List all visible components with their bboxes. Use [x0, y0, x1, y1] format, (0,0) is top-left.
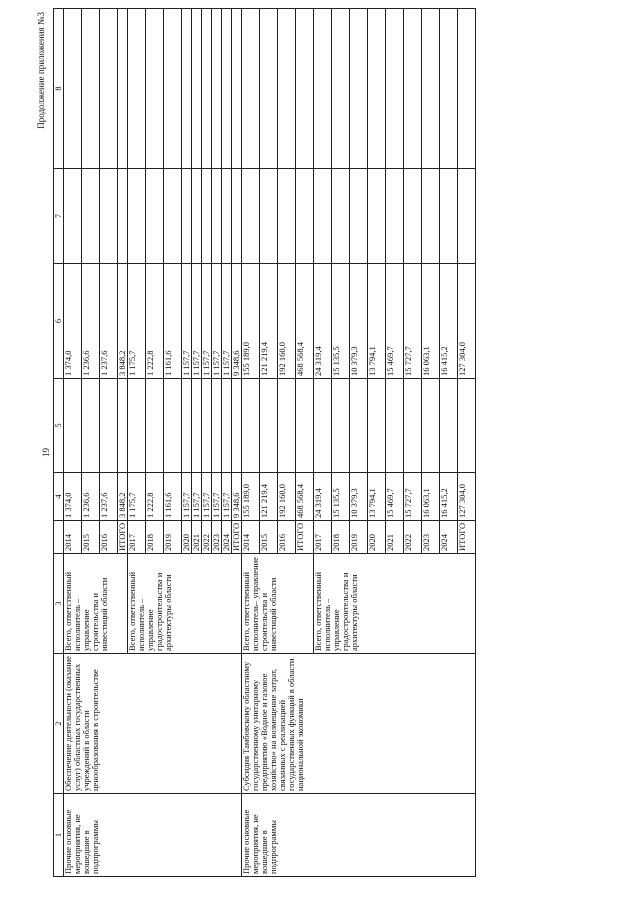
year-cell: 2017: [128, 521, 146, 554]
amount-cell: 1 175,7: [128, 264, 146, 379]
year-cell: 2022: [202, 521, 212, 554]
measure-name: Субсидия Тамбовскому областному государственному унитарному предприятию «Водное и газовое хозяйство» на возмещение затрат, связанных с реализацией государственных функций в области национальной экономики: [242, 654, 476, 794]
column-number-row: [54, 9, 64, 877]
year-cell: 2015: [82, 521, 100, 554]
year-cell: 2021: [386, 521, 404, 554]
column-header: [54, 521, 64, 554]
year-cell: 2014: [64, 521, 82, 554]
year-cell: 2018: [146, 521, 164, 554]
amount-cell: 9 348,6: [232, 473, 242, 521]
executor: Всего, ответственный исполнитель – управление градостроительства и архитектуры области: [128, 554, 242, 654]
amount-cell: 127 304,0: [458, 264, 476, 379]
amount-cell: 468 568,4: [296, 264, 314, 379]
amount-cell: 15 135,5: [332, 264, 350, 379]
year-cell: ИТОГО: [118, 521, 128, 554]
amount-cell: 1 222,8: [146, 264, 164, 379]
amount-cell: 13 794,1: [368, 264, 386, 379]
executor: Всего, ответственный исполнитель – управление строительства и инвестиций области: [64, 554, 128, 654]
amount-cell: 1 237,6: [100, 473, 118, 521]
amount-cell: 1 157,7: [222, 473, 232, 521]
amount-cell: 1 222,8: [146, 473, 164, 521]
year-cell: 2024: [222, 521, 232, 554]
column-header: 2: [54, 654, 64, 794]
amount-cell: 16 415,2: [440, 473, 458, 521]
amount-cell: 1 157,7: [182, 473, 192, 521]
amount-cell: 1 236,6: [82, 264, 100, 379]
amount-cell: 155 189,0: [242, 264, 260, 379]
section-name: Прочие основные мероприятия, не вошедшие в подпрограммы: [64, 794, 242, 877]
amount-cell: 121 219,4: [260, 264, 278, 379]
amount-cell: 1 237,6: [100, 264, 118, 379]
year-cell: 2019: [164, 521, 182, 554]
page-number: 19: [41, 448, 51, 457]
executor: Всего, ответственный исполнитель – управление градостроительства и архитектуры области: [314, 554, 476, 654]
table-row: [242, 9, 260, 877]
column-header: 3: [54, 554, 64, 654]
amount-cell: 127 304,0: [458, 473, 476, 521]
amount-cell: 13 794,1: [368, 473, 386, 521]
column-header: 7: [54, 169, 64, 264]
amount-cell: 1 157,7: [192, 473, 202, 521]
amount-cell: 24 319,4: [314, 264, 332, 379]
year-cell: 2016: [278, 521, 296, 554]
table-row: [64, 9, 82, 877]
year-cell: 2023: [422, 521, 440, 554]
year-cell: 2016: [100, 521, 118, 554]
amount-cell: 15 469,7: [386, 473, 404, 521]
year-cell: ИТОГО: [232, 521, 242, 554]
year-cell: 2021: [192, 521, 202, 554]
column-header: 4: [54, 473, 64, 521]
amount-cell: 15 727,7: [404, 473, 422, 521]
amount-cell: 3 848,2: [118, 264, 128, 379]
amount-cell: 1 161,6: [164, 473, 182, 521]
year-cell: 2023: [212, 521, 222, 554]
amount-cell: 16 415,2: [440, 264, 458, 379]
amount-cell: 1 175,7: [128, 473, 146, 521]
amount-cell: 192 160,0: [278, 264, 296, 379]
amount-cell: 16 063,1: [422, 473, 440, 521]
year-cell: 2020: [368, 521, 386, 554]
section-name: Прочие основные мероприятия, не вошедшие в подпрограммы: [242, 794, 476, 877]
program-table: [53, 8, 476, 877]
amount-cell: 1 157,7: [192, 264, 202, 379]
amount-cell: 1 161,6: [164, 264, 182, 379]
amount-cell: 1 157,7: [212, 264, 222, 379]
year-cell: 2015: [260, 521, 278, 554]
year-cell: ИТОГО: [458, 521, 476, 554]
executor: Всего, ответственный исполнитель– управление строительства и инвестиций области: [242, 554, 314, 654]
amount-cell: 15 135,5: [332, 473, 350, 521]
appendix-label: Продолжение приложения №3: [36, 12, 46, 129]
amount-cell: 1 374,0: [64, 264, 82, 379]
amount-cell: 192 160,0: [278, 473, 296, 521]
column-header: 5: [54, 379, 64, 473]
amount-cell: 3 848,2: [118, 473, 128, 521]
amount-cell: 10 379,3: [350, 473, 368, 521]
year-cell: 2014: [242, 521, 260, 554]
measure-name: Обеспечение деятельности (оказание услуг) областных государственных учреждений в области ценообразования в строительстве: [64, 654, 242, 794]
amount-cell: 16 063,1: [422, 264, 440, 379]
year-cell: ИТОГО: [296, 521, 314, 554]
column-header: 6: [54, 264, 64, 379]
amount-cell: 15 727,7: [404, 264, 422, 379]
amount-cell: 1 157,7: [202, 473, 212, 521]
amount-cell: 468 568,4: [296, 473, 314, 521]
amount-cell: 1 157,7: [212, 473, 222, 521]
amount-cell: 24 319,4: [314, 473, 332, 521]
amount-cell: 1 157,7: [202, 264, 212, 379]
amount-cell: 155 189,0: [242, 473, 260, 521]
year-cell: 2024: [440, 521, 458, 554]
amount-cell: 10 379,3: [350, 264, 368, 379]
column-header: 8: [54, 9, 64, 169]
year-cell: 2022: [404, 521, 422, 554]
year-cell: 2018: [332, 521, 350, 554]
year-cell: 2020: [182, 521, 192, 554]
amount-cell: 9 348,6: [232, 264, 242, 379]
amount-cell: 1 157,7: [222, 264, 232, 379]
year-cell: 2019: [350, 521, 368, 554]
amount-cell: 1 236,6: [82, 473, 100, 521]
column-header: 1: [54, 794, 64, 877]
amount-cell: 1 157,7: [182, 264, 192, 379]
amount-cell: 121 219,4: [260, 473, 278, 521]
amount-cell: 1 374,0: [64, 473, 82, 521]
amount-cell: 15 469,7: [386, 264, 404, 379]
year-cell: 2017: [314, 521, 332, 554]
